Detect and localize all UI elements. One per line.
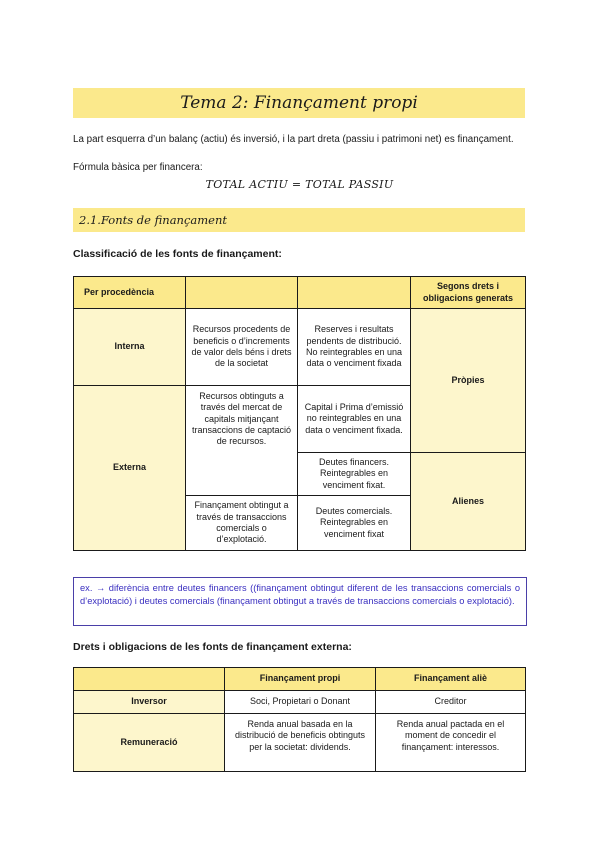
- page-title: Tema 2: Finançament propi: [180, 93, 418, 113]
- inversor-propi: Soci, Propietari o Donant: [225, 691, 376, 714]
- propies-cell: Pròpies: [411, 309, 526, 453]
- row-externa: Externa: [74, 386, 186, 551]
- section-banner: [73, 208, 525, 232]
- externa-desc-1: Recursos obtinguts a través del mercat de capitals mitjançant transaccions de captació de recursos.: [186, 386, 298, 496]
- header-drets: Segons drets i obligacions generats: [411, 277, 526, 309]
- header-empty-1: [186, 277, 298, 309]
- title-banner: [73, 88, 525, 118]
- inversor-alie: Creditor: [376, 691, 526, 714]
- header-procedencia: Per procedència: [74, 277, 186, 309]
- col-financament-alie: Finançament aliè: [376, 668, 526, 691]
- externa-desc-2: Finançament obtingut a través de transaccions comercials o d’explotació.: [186, 496, 298, 551]
- example-callout: ex. → diferència entre deutes financers ((finançament obtingut diferent de les transaccions comercials o d’explotació) i deutes comercials (finançament obtingut a través de transaccions comercials o explotació).: [73, 577, 527, 626]
- col-financament-propi: Finançament propi: [225, 668, 376, 691]
- rights-header-empty: [74, 668, 225, 691]
- classification-table: [73, 276, 526, 551]
- row-remuneracio: Remuneració: [74, 714, 225, 772]
- section-title: 2.1.Fonts de finançament: [79, 213, 228, 227]
- remuneracio-alie: Renda anual pactada en el moment de concedir el finançament: interessos.: [376, 714, 526, 772]
- interna-desc: Recursos procedents de beneficis o d’increments de valor dels béns i drets de la societat: [186, 309, 298, 386]
- row-inversor: Inversor: [74, 691, 225, 714]
- rights-table: [73, 667, 526, 772]
- header-empty-2: [298, 277, 411, 309]
- capital-cell: Capital i Prima d’emissió no reintegrables en una data o venciment fixada.: [298, 386, 411, 453]
- intro-paragraph: La part esquerra d’un balanç (actiu) és inversió, i la part dreta (passiu i patrimoni net) es finançament.: [73, 134, 514, 145]
- formula-label: Fórmula bàsica per financera:: [73, 162, 203, 173]
- deutes-comercials-cell: Deutes comercials. Reintegrables en venciment fixat: [298, 496, 411, 551]
- rights-heading: Drets i obligacions de les fonts de finançament externa:: [73, 641, 352, 653]
- remuneracio-propi: Renda anual basada en la distribució de beneficis obtinguts per la societat: dividends.: [225, 714, 376, 772]
- reserves-cell: Reserves i resultats pendents de distribució. No reintegrables en una data o venciment fixada: [298, 309, 411, 386]
- formula: TOTAL ACTIU = TOTAL PASSIU: [205, 178, 394, 191]
- classification-heading: Classificació de les fonts de finançament:: [73, 248, 282, 260]
- deutes-financers-cell: Deutes financers. Reintegrables en venciment fixat.: [298, 453, 411, 496]
- row-interna: Interna: [74, 309, 186, 386]
- alienes-cell: Alienes: [411, 453, 526, 551]
